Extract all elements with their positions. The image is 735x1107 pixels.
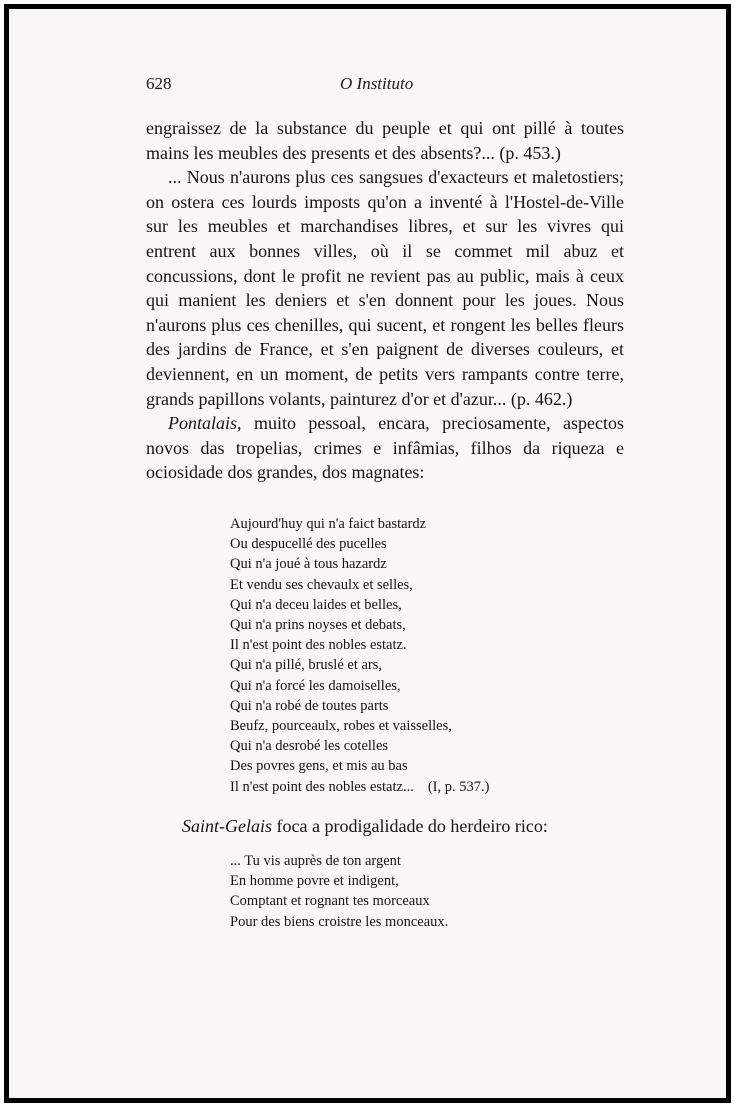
verse-line: Aujourd'huy qui n'a faict bastardz: [230, 516, 427, 532]
verse-line: Qui n'a forcé les damoiselles,: [230, 677, 401, 694]
verse-line: Qui n'a pillé, bruslé et ars,: [230, 657, 383, 674]
verse-citation: (I, p. 537.): [427, 778, 490, 795]
paragraph-saint-gelais: [182, 816, 548, 837]
verse-line: Il n'est point des nobles estatz.: [230, 637, 407, 654]
verse-line: Qui n'a joué à tous hazardz: [230, 556, 387, 573]
verse-line: Qui n'a prins noyses et debats,: [230, 617, 406, 634]
verse-quote-2: [230, 851, 448, 932]
page-number: 628: [146, 74, 172, 93]
verse-line: Qui n'a desrobé les cotelles: [230, 738, 389, 755]
author-name-pontalais: Pontalais,: [168, 413, 242, 434]
verse-line: Comptant et rognant tes morceaux: [230, 893, 430, 910]
verse-line: ... Tu vis auprès de ton argent: [230, 853, 401, 869]
verse-line: Qui n'a deceu laides et belles,: [230, 596, 402, 613]
verse-line: Pour des biens croistre les monceaux.: [230, 913, 449, 930]
paragraph-2: ... Nous n'aurons plus ces sangsues d'exacteurs et maletostiers; on ostera ces lourds imposts qu'on a inventé à l'Hostel-de-Ville sur les meubles et marchandises libres, et sur les vivres qui entrent aux bonnes villes, où il se commet mil abuz et concussions, dont le profit ne revient pas au public, mais à ceux qui manient les deniers et s'en donnent pour les joues. Nous n'aurons plus ces chenilles, qui sucent, et rongent les belles fleurs des jardins de France, et s'en paignent de diverses couleurs, et deviennent, en un moment, de petits vers rampants contre terre, grands papillons volants, painturez d'or et d'azur... (p. 462.): [146, 167, 624, 409]
verse-line: Et vendu ses chevaulx et selles,: [230, 576, 413, 593]
paragraph-1: engraissez de la substance du peuple et qui ont pillé à toutes mains les meubles des presents et des absents?... (p. 453.): [146, 118, 624, 163]
verse-line-last: [230, 777, 489, 797]
author-name-saint-gelais: Saint-Gelais: [182, 816, 272, 836]
verse-line: Des povres gens, et mis au bas: [230, 758, 408, 775]
body-text: [146, 116, 624, 485]
page-header: [146, 72, 622, 98]
pontalais-text: muito pessoal, encara, preciosamente, aspectos novos das tropelias, crimes e infâmias, filhos da riqueza e ociosidade dos grandes, dos magnates:: [146, 413, 624, 483]
verse-line-text: Il n'est point des nobles estatz...: [230, 778, 414, 795]
verse-line: Ou despucellé des pucelles: [230, 536, 387, 553]
paragraph-pontalais: [146, 411, 624, 485]
saint-gelais-text: foca a prodigalidade do herdeiro rico:: [272, 816, 548, 836]
running-title: O Instituto: [340, 74, 414, 93]
verse-line: Qui n'a robé de toutes parts: [230, 697, 389, 714]
verse-line: En homme povre et indigent,: [230, 873, 399, 890]
verse-line: Beufz, pourceaulx, robes et vaisselles,: [230, 718, 452, 735]
verse-quote-1: [230, 514, 489, 797]
